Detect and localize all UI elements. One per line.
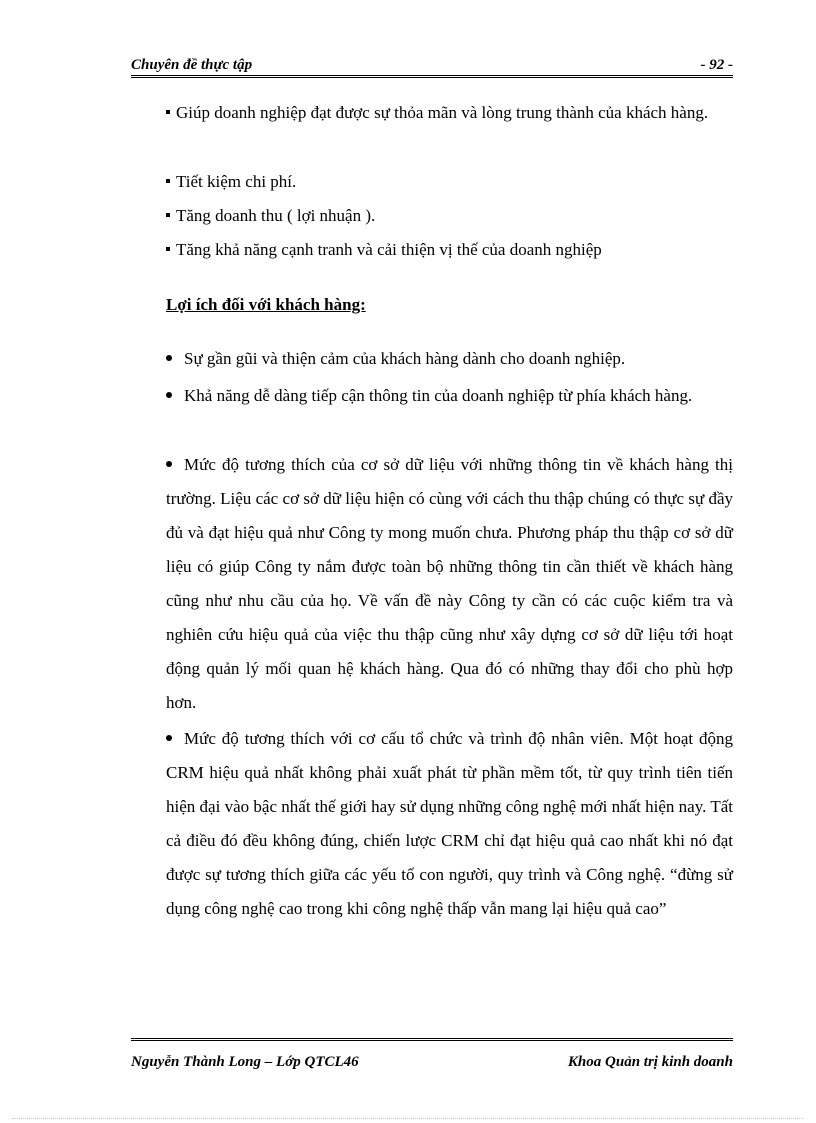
bullet-icon <box>166 735 172 741</box>
footer-divider <box>131 1038 733 1041</box>
page-footer <box>131 1050 733 1074</box>
list-item: Mức độ tương thích với cơ cấu tổ chức và trình độ nhân viên. Một hoạt động CRM hiệu quả nhất không phải xuất phát từ phần mềm tốt, từ quy trình tiên tiến hiện đại vào bậc nhất thế giới hay sử dụng những công nghệ mới nhất hiện nay. Tất cả điều đó đều không đúng, chiến lược CRM chỉ đạt hiệu quả cao nhất khi nó đạt được sự tương thích giữa các yếu tố con người, quy trình và Công nghệ. “đừng sử dụng công nghệ cao trong khi công nghệ thấp vẫn mang lại hiệu quả cao” <box>166 729 733 918</box>
list-item: Tiết kiệm chi phí. <box>166 165 733 199</box>
square-bullet-icon <box>166 213 170 217</box>
list-item: Giúp doanh nghiệp đạt được sự thỏa mãn và lòng trung thành của khách hàng. <box>166 96 733 130</box>
bullet-icon <box>166 355 172 361</box>
list-item: Sự gần gũi và thiện cảm của khách hàng dành cho doanh nghiệp. <box>166 342 733 376</box>
section-heading: Lợi ích đối với khách hàng: <box>166 295 366 314</box>
header-title: Chuyên đề thực tập <box>131 57 253 73</box>
square-bullet-icon <box>166 247 170 251</box>
page-edge-divider <box>12 1118 804 1119</box>
list-item: Mức độ tương thích của cơ sở dữ liệu với những thông tin về khách hàng thị trường. Liệu các cơ sở dữ liệu hiện có cùng với cách thu thập chúng có thực sự đầy đủ và đạt hiệu quả như Công ty mong muốn chưa. Phương pháp thu thập cơ sở dữ liệu có giúp Công ty nắm được toàn bộ những thông tin cần thiết về khách hàng cũng như nhu cầu của họ. Về vấn đề này Công ty cần có các cuộc kiểm tra và nghiên cứu hiệu quả của việc thu thập cũng như xây dựng cơ sở dữ liệu tới hoạt động quản lý mối quan hệ khách hàng. Qua đó có những thay đổi cho phù hợp hơn. <box>166 455 733 712</box>
bullet-icon <box>166 461 172 467</box>
page-header <box>131 52 733 74</box>
footer-department: Khoa Quản trị kinh doanh <box>567 1053 733 1070</box>
header-page-number: - 92 - <box>700 57 733 73</box>
list-item: Tăng khả năng cạnh tranh và cải thiện vị thế của doanh nghiệp <box>166 233 733 267</box>
footer-author: Nguyễn Thành Long – Lớp QTCL46 <box>131 1053 359 1070</box>
header-divider <box>131 75 733 78</box>
square-bullet-icon <box>166 110 170 114</box>
square-bullet-icon <box>166 179 170 183</box>
list-item: Khả năng dễ dàng tiếp cận thông tin của doanh nghiệp từ phía khách hàng. <box>166 379 733 413</box>
bullet-icon <box>166 392 172 398</box>
list-item: Tăng doanh thu ( lợi nhuận ). <box>166 199 733 233</box>
